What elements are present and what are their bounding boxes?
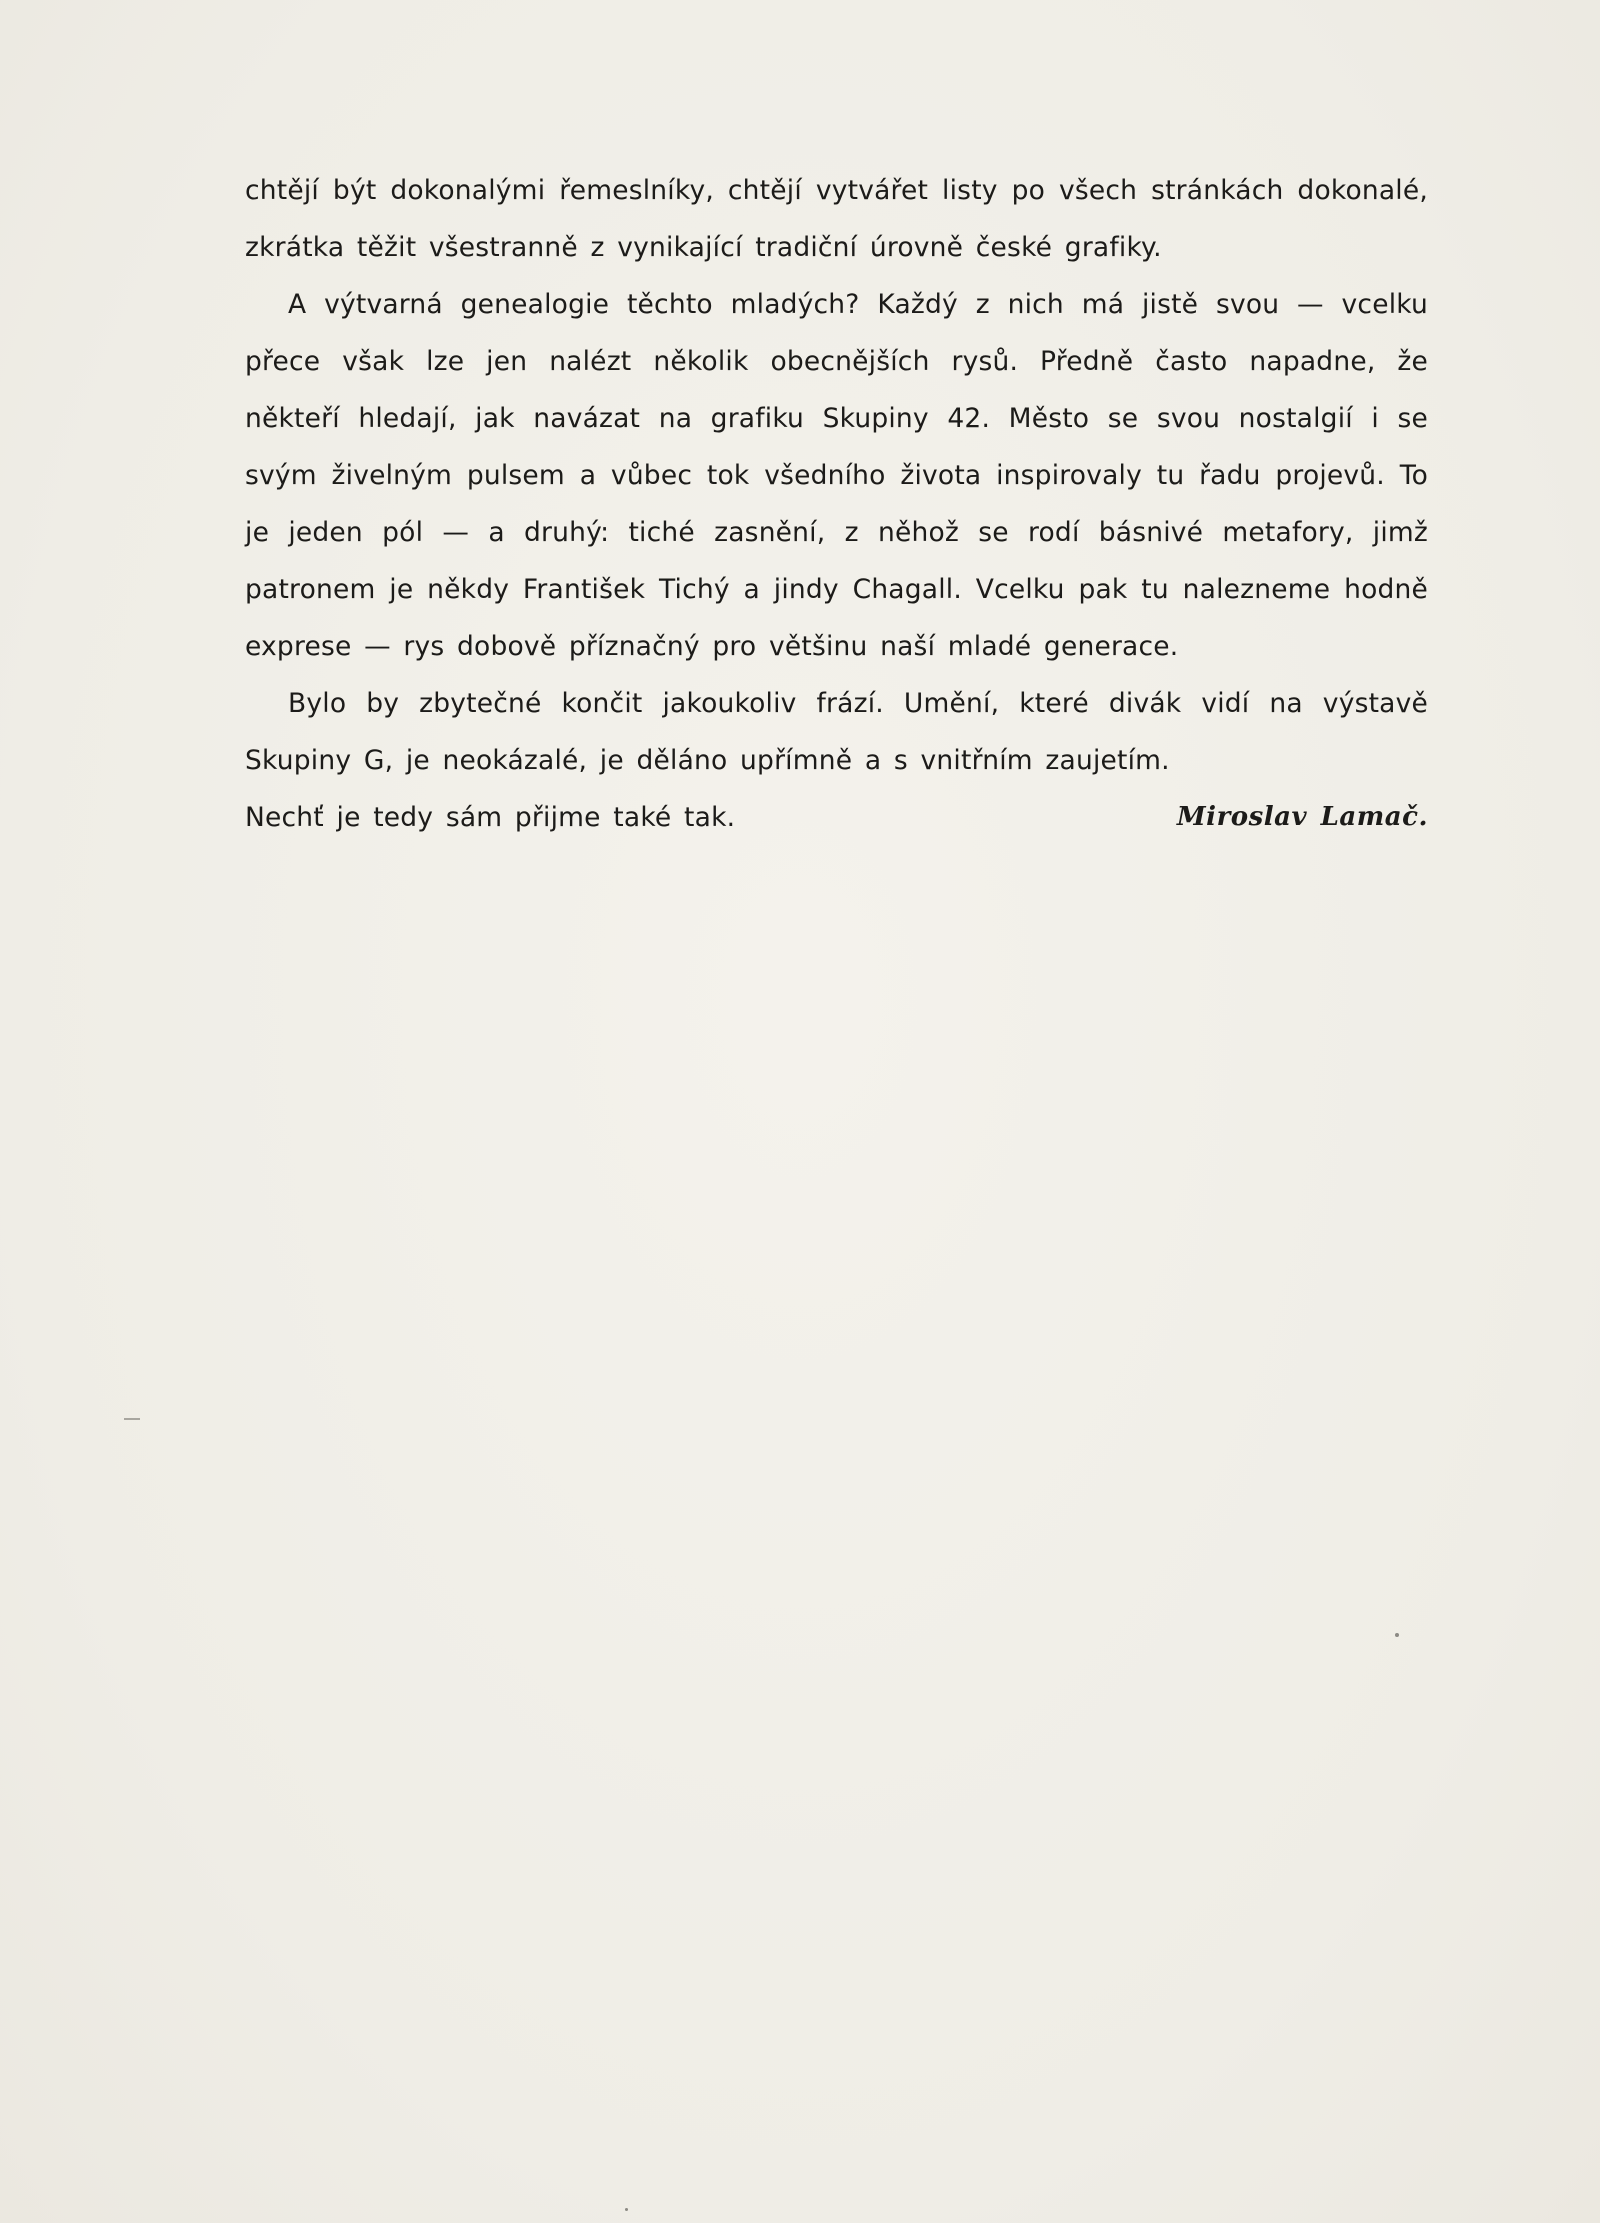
- paper-speck: [1395, 1633, 1399, 1637]
- paragraph-3: Bylo by zbytečné končit jakoukoliv frází. Umění, které divák vidí na výstavě Skupiny G, je neokázalé, je děláno upřímně a s vnitřním zaujetím.: [245, 688, 1428, 776]
- margin-mark: [124, 1418, 140, 1420]
- closing-line: Nechť je tedy sám přijme také tak.: [245, 802, 736, 833]
- article-body: [245, 162, 1428, 846]
- paper-speck: [625, 2208, 628, 2211]
- closing-row: [245, 789, 1428, 846]
- paragraph-1: chtějí být dokonalými řemeslníky, chtějí vytvářet listy po všech stránkách dokonalé, zkrátka těžit všestranně z vynikající tradiční úrovně české grafiky.: [245, 175, 1428, 263]
- author-signature: Miroslav Lamač.: [1176, 802, 1428, 832]
- paragraph-2: A výtvarná genealogie těchto mladých? Každý z nich má jistě svou — vcelku přece však lze jen nalézt několik obecnějších rysů. Předně často napadne, že někteří hledají, jak navázat na grafiku Skupiny 42. Město se svou nostalgií i se svým živelným pulsem a vůbec tok všedního života inspirovaly tu řadu projevů. To je jeden pól — a druhý: tiché zasnění, z něhož se rodí básnivé metafory, jimž patronem je někdy František Tichý a jindy Chagall. Vcelku pak tu nalezneme hodně exprese — rys dobově příznačný pro většinu naší mladé generace.: [245, 289, 1428, 662]
